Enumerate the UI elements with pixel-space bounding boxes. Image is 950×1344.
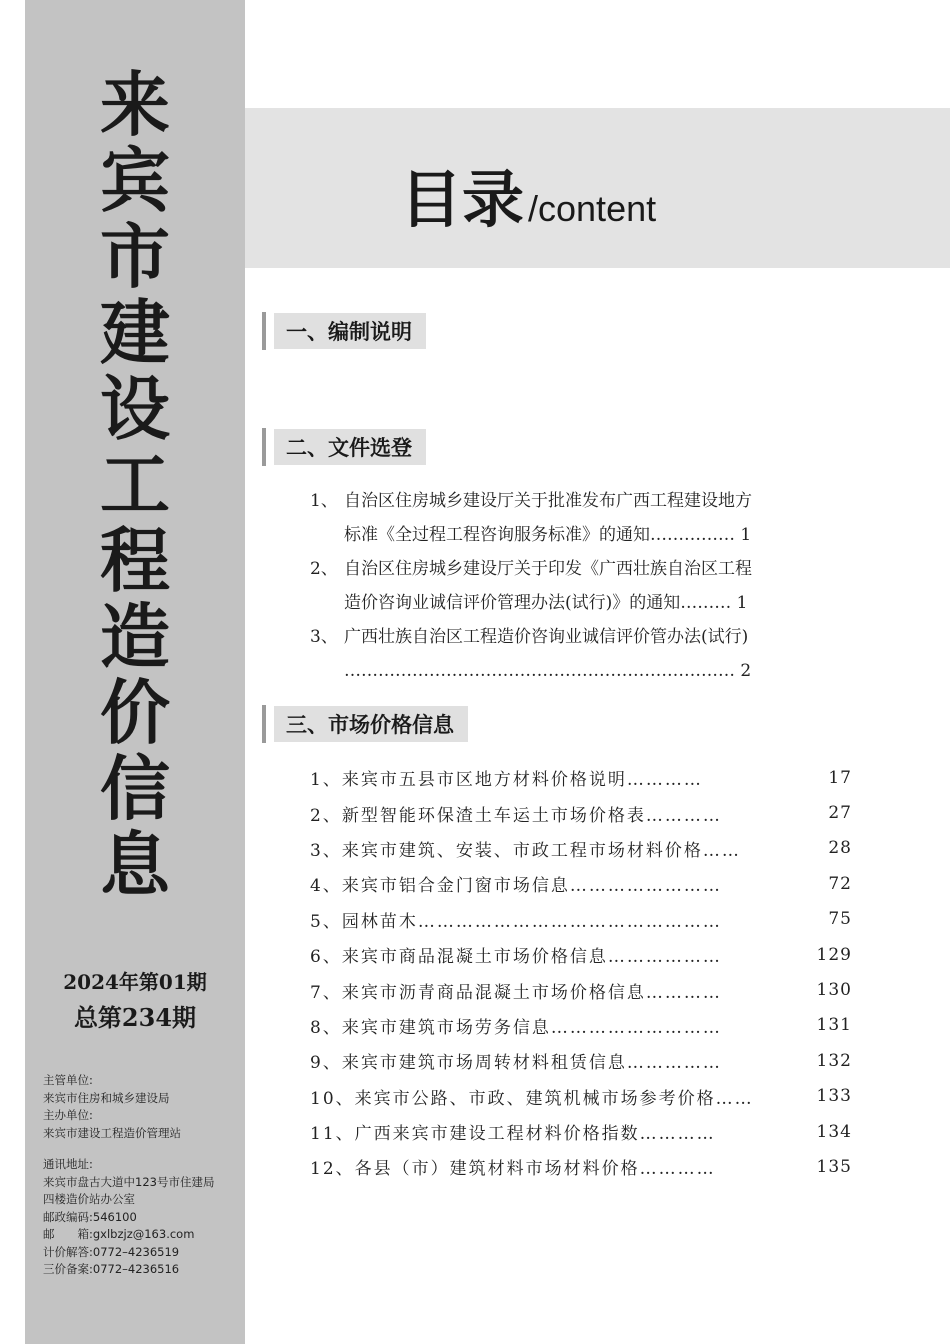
address-line-2: 四楼造价站办公室 bbox=[43, 1192, 135, 1206]
title-en: /content bbox=[528, 188, 657, 229]
title-char: 市 bbox=[100, 215, 170, 298]
list-item[interactable] bbox=[310, 831, 852, 866]
title-zh: 目录 bbox=[400, 163, 525, 236]
title-char: 价 bbox=[100, 671, 170, 754]
page-number: 135 bbox=[816, 1156, 852, 1177]
page-number: 132 bbox=[816, 1050, 852, 1071]
list-item[interactable] bbox=[310, 1008, 852, 1043]
sponsor-label: 主管单位: bbox=[43, 1073, 93, 1087]
title-char: 来 bbox=[100, 63, 170, 146]
header-band bbox=[245, 108, 950, 268]
page-number: 133 bbox=[816, 1086, 852, 1107]
issue-number bbox=[25, 968, 245, 1036]
item-number: 2、 bbox=[310, 559, 338, 579]
item-text: 1、来宾市五县市区地方材料价格说明………… bbox=[310, 770, 703, 791]
title-char: 建 bbox=[100, 291, 170, 374]
item-text: 12、各县（市）建筑材料市场材料价格………… bbox=[310, 1159, 716, 1180]
email: 邮 箱:gxlbzjz@163.com bbox=[43, 1227, 195, 1241]
organizer: 来宾市建设工程造价管理站 bbox=[43, 1125, 181, 1140]
section-label: 一、编制说明 bbox=[274, 313, 426, 349]
item-text-continued: …………………………………………………………… 2 bbox=[344, 661, 752, 681]
section-bar bbox=[262, 428, 266, 466]
page-number: 17 bbox=[828, 767, 852, 788]
page-number: 129 bbox=[816, 944, 852, 965]
item-text: 2、新型智能环保渣土车运土市场价格表………… bbox=[310, 805, 722, 826]
list-item[interactable] bbox=[310, 620, 862, 688]
title-char: 程 bbox=[100, 519, 170, 602]
title-char: 宾 bbox=[100, 139, 170, 222]
item-text: 6、来宾市商品混凝土市场价格信息……………… bbox=[310, 947, 722, 968]
page-number: 131 bbox=[816, 1015, 852, 1036]
issue-line1: 2024年第01期 bbox=[63, 970, 207, 994]
list-item[interactable] bbox=[310, 902, 852, 937]
item-text: 7、来宾市沥青商品混凝土市场价格信息………… bbox=[310, 982, 722, 1003]
issue-line2: 总第234期 bbox=[73, 1003, 197, 1032]
item-text: 4、来宾市铝合金门窗市场信息…………………… bbox=[310, 876, 722, 897]
item-text: 自治区住房城乡建设厅关于批准发布广西工程建设地方 bbox=[344, 491, 752, 511]
list-item[interactable] bbox=[310, 1114, 852, 1149]
item-text: 9、来宾市建筑市场周转材料租赁信息…………… bbox=[310, 1053, 722, 1074]
pricing-phone: 计价解答:0772–4236519 bbox=[43, 1244, 180, 1259]
section-heading bbox=[262, 312, 426, 350]
magazine-title bbox=[25, 63, 245, 906]
list-item[interactable] bbox=[310, 795, 852, 830]
list-item[interactable] bbox=[310, 1043, 852, 1078]
page-number: 27 bbox=[828, 803, 852, 824]
section-bar bbox=[262, 705, 266, 743]
title-char: 信 bbox=[100, 747, 170, 830]
list-item[interactable] bbox=[310, 1079, 852, 1114]
postcode: 邮政编码:546100 bbox=[43, 1209, 137, 1224]
item-text: 3、来宾市建筑、安装、市政工程市场材料价格…… bbox=[310, 840, 741, 861]
item-text: 8、来宾市建筑市场劳务信息……………………… bbox=[310, 1017, 722, 1038]
section-heading bbox=[262, 705, 468, 743]
list-item[interactable] bbox=[310, 972, 852, 1007]
section-bar bbox=[262, 312, 266, 350]
document-list bbox=[310, 484, 862, 688]
address-label: 通讯地址: bbox=[43, 1157, 93, 1171]
item-text: 广西壮族自治区工程造价咨询业诚信评价管办法(试行) bbox=[344, 627, 749, 647]
address-line-1: 来宾市盘古大道中123号市住建局 bbox=[43, 1174, 215, 1189]
list-item[interactable] bbox=[310, 484, 862, 552]
section-label: 二、文件选登 bbox=[274, 429, 426, 465]
item-text-continued: 标准《全过程工程咨询服务标准》的通知…………… 1 bbox=[344, 525, 752, 545]
organizer-label: 主办单位: bbox=[43, 1108, 93, 1122]
list-item[interactable] bbox=[310, 760, 852, 795]
title-char: 工 bbox=[100, 443, 170, 526]
filing-phone: 三价备案:0772–4236516 bbox=[43, 1262, 180, 1276]
list-item[interactable] bbox=[310, 1149, 852, 1184]
item-text-continued: 造价咨询业诚信评价管理办法(试行)》的通知……… 1 bbox=[344, 593, 748, 613]
list-item[interactable] bbox=[310, 552, 862, 620]
list-item[interactable] bbox=[310, 866, 852, 901]
publisher-info bbox=[43, 1072, 214, 1279]
item-text: 自治区住房城乡建设厅关于印发《广西壮族自治区工程 bbox=[344, 559, 752, 579]
sidebar bbox=[25, 0, 245, 1344]
title-char: 息 bbox=[100, 823, 170, 906]
item-text: 5、园林苗木………………………………………… bbox=[310, 911, 722, 932]
item-text: 11、广西来宾市建设工程材料价格指数………… bbox=[310, 1124, 716, 1145]
item-text: 10、来宾市公路、市政、建筑机械市场参考价格…… bbox=[310, 1088, 754, 1109]
list-item[interactable] bbox=[310, 937, 852, 972]
item-number: 3、 bbox=[310, 627, 338, 647]
sponsor: 来宾市住房和城乡建设局 bbox=[43, 1090, 170, 1105]
item-number: 1、 bbox=[310, 491, 338, 511]
spacer bbox=[43, 1142, 214, 1156]
section-heading bbox=[262, 428, 426, 466]
page-title bbox=[400, 150, 656, 239]
page-number: 130 bbox=[816, 980, 852, 1001]
title-char: 设 bbox=[100, 367, 170, 450]
page-number: 72 bbox=[828, 873, 852, 894]
title-char: 造 bbox=[100, 595, 170, 678]
page-number: 75 bbox=[828, 909, 852, 930]
market-list bbox=[310, 760, 852, 1185]
section-label: 三、市场价格信息 bbox=[274, 706, 468, 742]
page-number: 28 bbox=[828, 838, 852, 859]
page-number: 134 bbox=[816, 1121, 852, 1142]
